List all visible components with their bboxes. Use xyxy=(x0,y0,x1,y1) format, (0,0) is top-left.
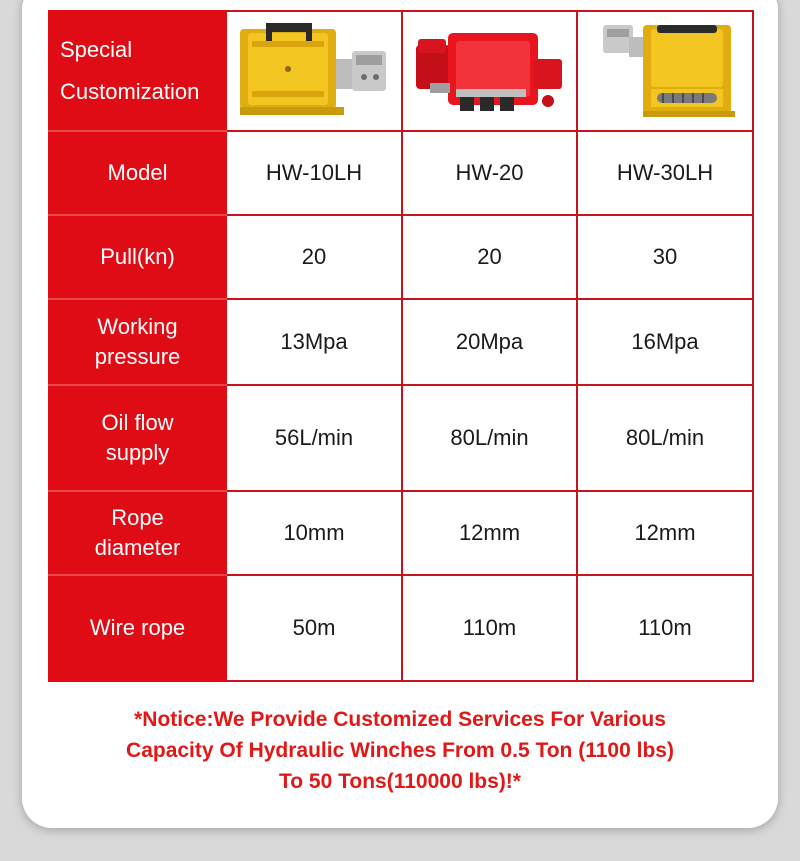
value-cell: 80L/min xyxy=(577,385,753,491)
row-label-rope-diameter xyxy=(49,491,226,575)
value-cell: 12mm xyxy=(577,491,753,575)
product-image-cell xyxy=(402,11,577,131)
label-line: Working xyxy=(97,314,178,339)
product-image-cell xyxy=(577,11,753,131)
customization-notice xyxy=(48,704,752,797)
red-hydraulic-winch-icon xyxy=(410,19,570,123)
row-label-working-pressure xyxy=(49,299,226,385)
notice-line: Capacity Of Hydraulic Winches From 0.5 Ton (1100 lbs) xyxy=(126,739,674,762)
yellow-hydraulic-winch-icon xyxy=(234,19,394,123)
label-line: Model xyxy=(107,160,168,185)
table-row-images xyxy=(49,11,753,131)
label-line: supply xyxy=(105,440,170,465)
value-cell: 20Mpa xyxy=(402,299,577,385)
table-row xyxy=(49,385,753,491)
yellow-hydraulic-winch-icon xyxy=(585,19,745,123)
label-line: Pull(kn) xyxy=(100,244,175,269)
notice-line: *Notice:We Provide Customized Services For Various xyxy=(134,708,666,731)
row-label-wire-rope xyxy=(49,575,226,681)
row-label-oil-flow-supply xyxy=(49,385,226,491)
value-cell: 20 xyxy=(226,215,402,299)
table-row xyxy=(49,215,753,299)
value-cell: 110m xyxy=(402,575,577,681)
value-cell: HW-10LH xyxy=(226,131,402,215)
spec-table xyxy=(48,10,754,682)
table-row xyxy=(49,131,753,215)
label-line: Special xyxy=(60,37,133,62)
special-customization-label xyxy=(49,11,226,131)
label-line: Oil flow xyxy=(101,410,174,435)
value-cell: 20 xyxy=(402,215,577,299)
value-cell: 80L/min xyxy=(402,385,577,491)
value-cell: 110m xyxy=(577,575,753,681)
label-line: Customization xyxy=(60,79,200,104)
value-cell: 16Mpa xyxy=(577,299,753,385)
label-line: pressure xyxy=(94,344,181,369)
label-line: Rope xyxy=(111,505,164,530)
value-cell: 50m xyxy=(226,575,402,681)
row-label-pull xyxy=(49,215,226,299)
value-cell: 12mm xyxy=(402,491,577,575)
product-image-cell xyxy=(226,11,402,131)
value-cell: 30 xyxy=(577,215,753,299)
table-row xyxy=(49,491,753,575)
row-label-model xyxy=(49,131,226,215)
value-cell: 10mm xyxy=(226,491,402,575)
value-cell: HW-30LH xyxy=(577,131,753,215)
notice-line: To 50 Tons(110000 lbs)!* xyxy=(279,770,521,793)
value-cell: HW-20 xyxy=(402,131,577,215)
table-row xyxy=(49,575,753,681)
label-line: diameter xyxy=(94,535,181,560)
table-row xyxy=(49,299,753,385)
value-cell: 56L/min xyxy=(226,385,402,491)
label-line: Wire rope xyxy=(89,615,186,640)
value-cell: 13Mpa xyxy=(226,299,402,385)
